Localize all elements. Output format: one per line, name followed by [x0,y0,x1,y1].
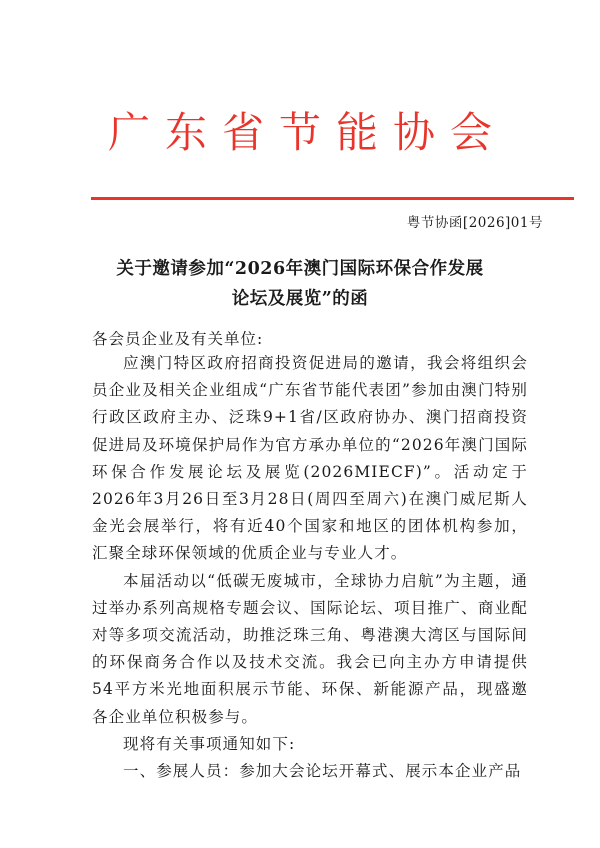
document-body [92,350,528,785]
letterhead-divider [91,197,574,200]
body-paragraph: 本届活动以“低碳无废城市，全球协力启航”为主题，通过举办系列高规格专题会议、国际论坛、项目推广、商业配对等多项交流活动，助推泛珠三角、粤港澳大湾区与国际间的环保商务合作以及技术交流。我会已向主办方申请提供54平方米光地面积展示节能、环保、新能源产品，现盛邀各企业单位积极参与。 [92,571,528,726]
body-paragraph: 一、参展人员：参加大会论坛开幕式、展示本企业产品 [123,762,522,781]
body-paragraph: 现将有关事项通知如下: [123,734,296,753]
document-title-line: 论坛及展览”的函 [231,289,369,309]
document-title [0,254,600,314]
letterhead-org-name: 广东省节能协会 [107,108,507,157]
document-title-line: 关于邀请参加“2026年澳门国际环保合作发展 [116,259,484,279]
salutation: 各会员企业及有关单位: [92,330,264,348]
body-paragraph: 应澳门特区政府招商投资促进局的邀请，我会将组织会员企业及相关企业组成“广东省节能代表团”参加由澳门特别行政区政府主办、泛珠9+1省/区政府协办、澳门招商投资促进局及环境保护局作为官方承办单位的“2026年澳门国际环保合作发展论坛及展览(2026MIECF)”。活动定于2026年3月26日至3月28日(周四至周六)在澳门威尼斯人金光会展举行，将有近40个国家和地区的团体机构参加，汇聚全球环保领域的优质企业与专业人才。 [92,354,528,563]
document-number: 粤节协函[2026]01号 [406,215,543,231]
